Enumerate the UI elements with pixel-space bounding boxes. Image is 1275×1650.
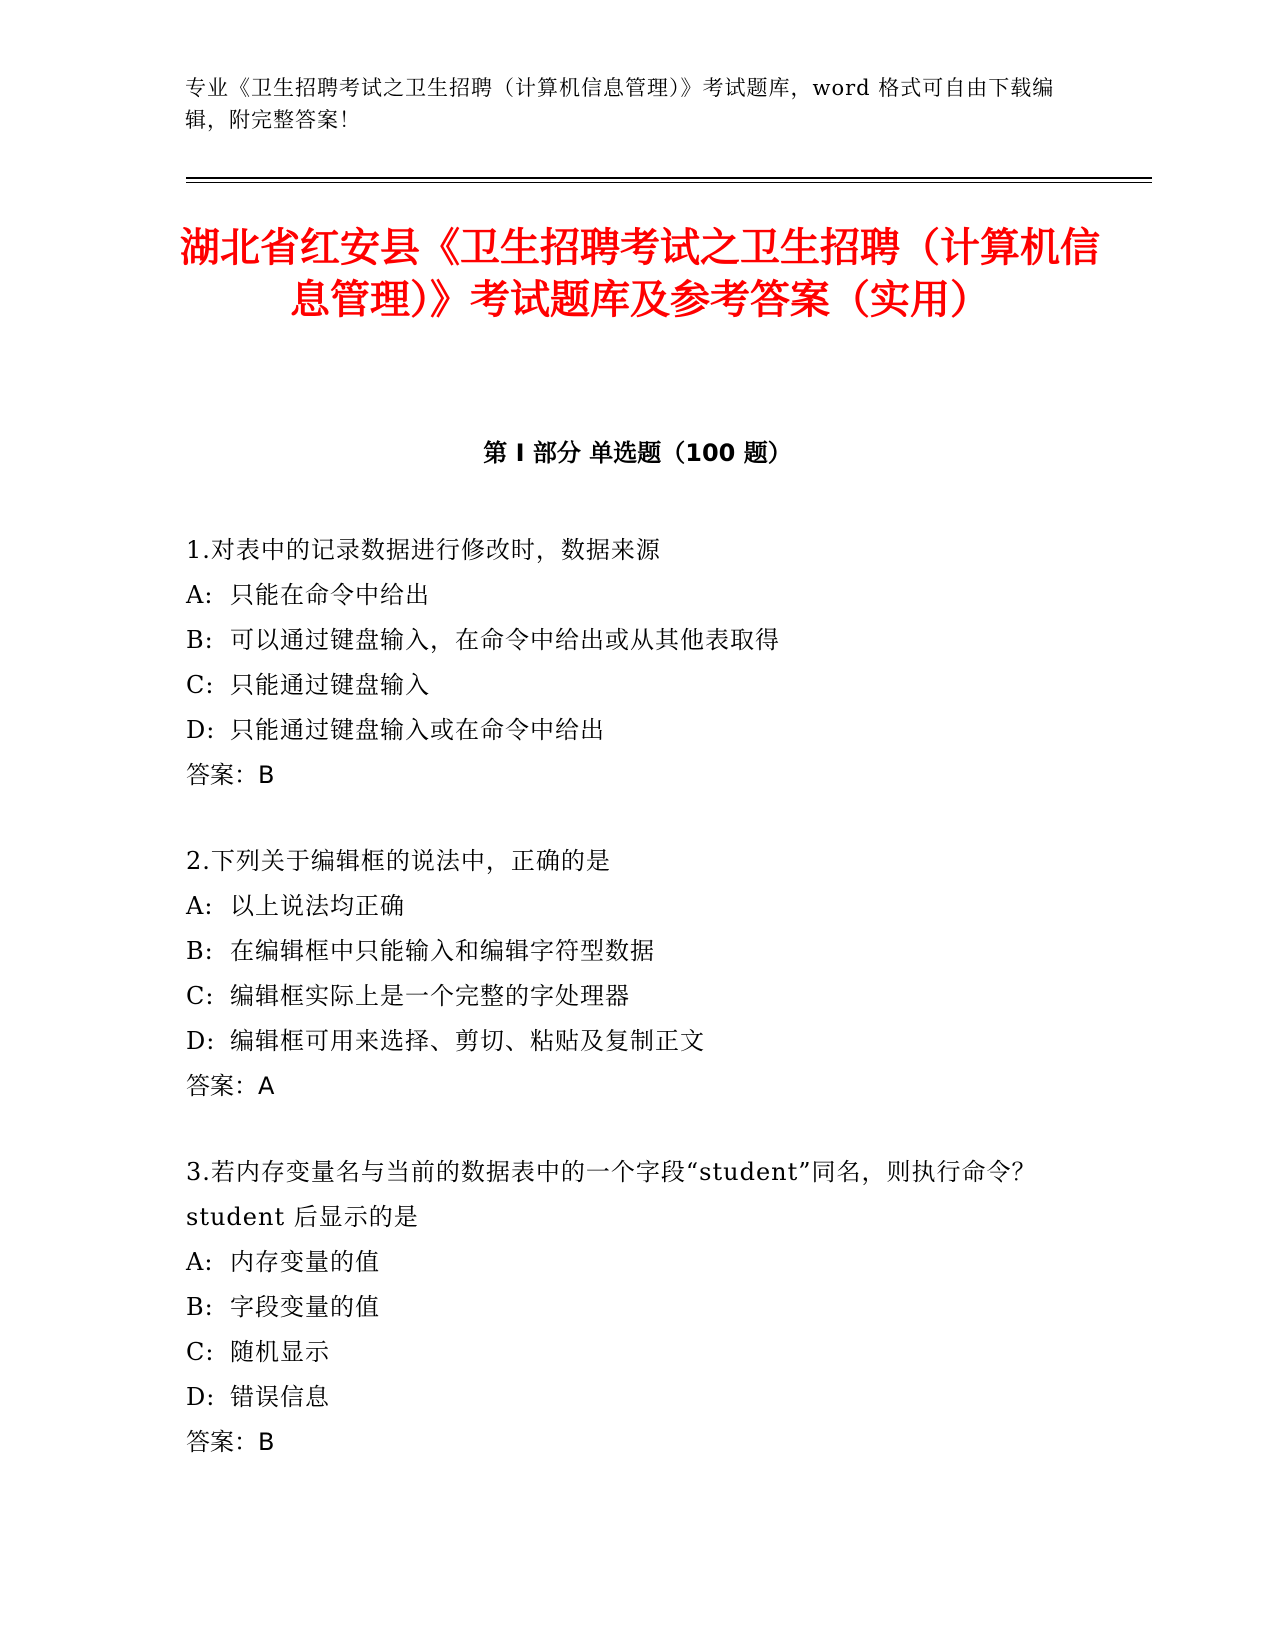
answer-text: 答案：B [186,1428,275,1456]
document-title: 湖北省红安县《卫生招聘考试之卫生招聘（计算机信息管理）》考试题库及参考答案（实用） [180,225,1100,323]
option-b [186,929,1086,974]
option-key: A: [186,892,214,920]
option-a [186,884,1086,929]
option-key: C: [186,671,215,699]
option-d [186,1375,1086,1420]
option-text: 在编辑框中只能输入和编辑字符型数据 [230,937,655,965]
question-text: 3.若内存变量名与当前的数据表中的一个字段“student”同名，则执行命令？student 后显示的是 [186,1158,1037,1231]
option-a [186,573,1086,618]
option-text: 只能通过键盘输入或在命令中给出 [230,716,605,744]
option-c [186,663,1086,708]
section-title: 第 I 部分 单选题（100 题） [483,439,792,467]
option-key: B: [186,1293,214,1321]
option-b [186,1285,1086,1330]
option-text: 编辑框可用来选择、剪切、粘贴及复制正文 [230,1027,705,1055]
option-key: C: [186,1338,215,1366]
header-rule-thin [186,182,1152,183]
option-text: 可以通过键盘输入，在命令中给出或从其他表取得 [230,626,780,654]
question-text: 1.对表中的记录数据进行修改时，数据来源 [186,536,661,564]
option-key: D: [186,1383,216,1411]
option-key: A: [186,581,214,609]
option-b [186,618,1086,663]
answer-text: 答案：B [186,761,275,789]
question-item [186,528,1086,798]
option-d [186,708,1086,753]
option-text: 以上说法均正确 [230,892,405,920]
header-note: 专业《卫生招聘考试之卫生招聘（计算机信息管理）》考试题库，word 格式可自由下载编辑，附完整答案！ [185,76,1055,132]
option-key: D: [186,1027,216,1055]
option-d [186,1019,1086,1064]
option-text: 内存变量的值 [230,1248,380,1276]
question-text: 2.下列关于编辑框的说法中，正确的是 [186,847,611,875]
question-list [186,528,1086,1506]
option-text: 编辑框实际上是一个完整的字处理器 [230,982,630,1010]
option-key: D: [186,716,216,744]
option-text: 随机显示 [230,1338,330,1366]
option-text: 字段变量的值 [230,1293,380,1321]
question-item [186,1150,1086,1465]
answer-text: 答案：A [186,1072,275,1100]
option-text: 错误信息 [230,1383,330,1411]
option-a [186,1240,1086,1285]
option-key: B: [186,937,214,965]
option-key: C: [186,982,215,1010]
question-item [186,839,1086,1109]
option-key: A: [186,1248,214,1276]
option-c [186,974,1086,1019]
header-rule-thick [186,177,1152,179]
option-key: B: [186,626,214,654]
option-text: 只能通过键盘输入 [230,671,430,699]
option-c [186,1330,1086,1375]
option-text: 只能在命令中给出 [230,581,430,609]
